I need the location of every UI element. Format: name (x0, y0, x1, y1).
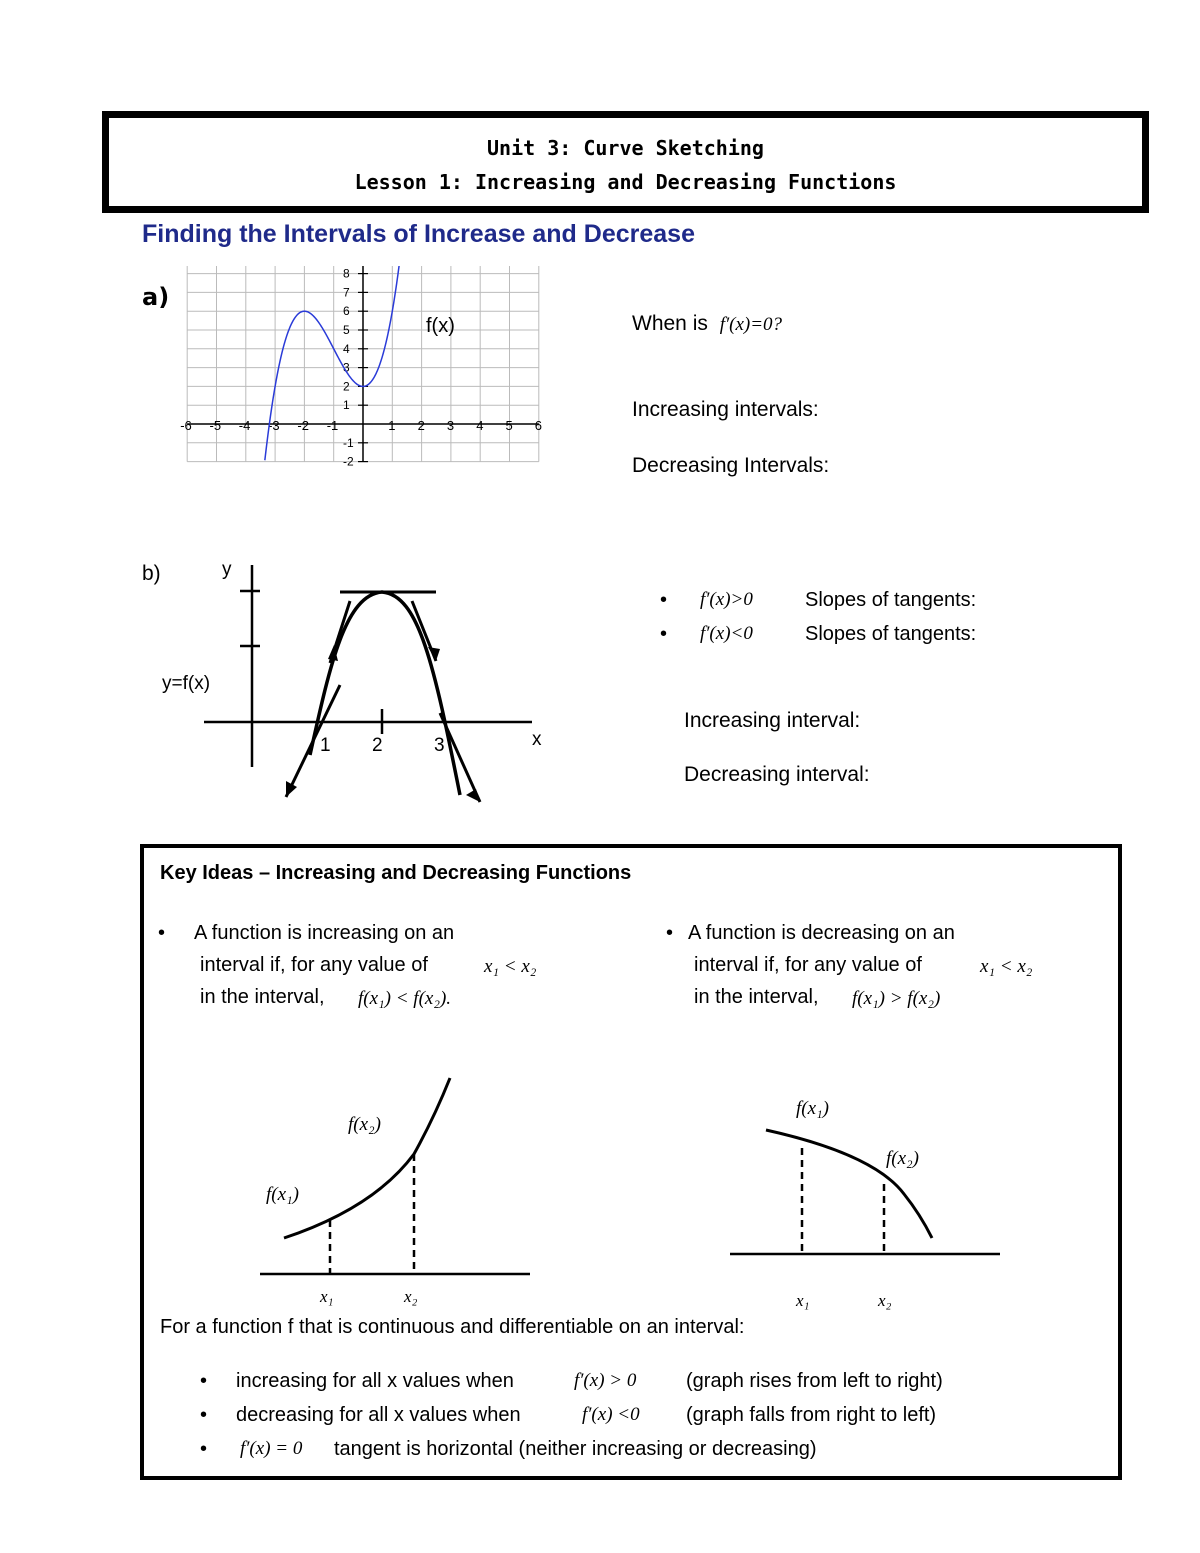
rule-3-note: tangent is horizontal (neither increasing or decreasing) (334, 1438, 817, 1460)
part-a-graph (180, 266, 550, 506)
bullet-1-text: Slopes of tangents: (805, 589, 977, 611)
y-tick-label: 2 (343, 379, 350, 394)
dec-line3-math: f(x₁) > f(x₂) (852, 988, 941, 1009)
rule-2-text: decreasing for all x values when (236, 1404, 521, 1426)
rule-1-text: increasing for all x values when (236, 1370, 514, 1392)
question-text: When is (632, 312, 708, 335)
rule-1-math: f′(x) > 0 (574, 1370, 637, 1391)
part-b-bullet-1: • f′(x)>0 Slopes of tangents: (660, 589, 977, 611)
dec-graph-x2: x₂ (878, 1291, 892, 1310)
x-tick-label: 2 (417, 418, 425, 433)
part-b-arrow-right (466, 789, 480, 802)
y-tick-label: 1 (343, 398, 350, 413)
key-ideas-box: Key Ideas – Increasing and Decreasing Functions • A function is increasing on an interval if, for any value of x₁ < x₂ in the interval, f(x₁) < f(x₂). • A function is decreasing on an interval if, for any value of x₁ < x₂ in the interval, f(x₁) > f(x₂) f(x₁) f(x₂) x₁ x₂ f(x₁) f(x₂) x₁ x₂ For a function f that is continuous and differentiable on an interval: • increasing for all x values when f′(x) > 0 (graph rises from left to right) • decreasing for all x values when f′(x) <0 (graph falls from right to left) • f′(x) = 0 tangent is horizontal (neither increasing or decreasing) (140, 844, 1122, 1480)
dec-graph-fx1: f(x₁) (796, 1098, 829, 1119)
part-b-graph (160, 555, 560, 815)
inc-graph-curve (284, 1078, 450, 1238)
bullet-1-math: f′(x)>0 (700, 589, 753, 610)
question-math: f′(x)=0? (719, 314, 783, 335)
x-tick-label: -2 (297, 418, 309, 433)
y-tick-label: -1 (343, 435, 354, 450)
decreasing-graph (724, 1084, 1024, 1314)
part-b-tick-1: 1 (320, 735, 331, 756)
inc-line2-math: x₁ < x₂ (484, 956, 537, 977)
y-tick-label: 7 (343, 285, 350, 300)
part-b-label: b) (142, 562, 161, 585)
x-tick-label: 5 (505, 418, 513, 433)
part-b-tangent-left (286, 685, 340, 797)
part-a-curve-label: f(x) (426, 315, 455, 337)
x-tick-label: 4 (476, 418, 484, 433)
part-b-curve-label: y=f(x) (162, 673, 211, 694)
y-tick-label: 8 (343, 266, 350, 281)
x-tick-label: -6 (180, 418, 192, 433)
lesson-title: Lesson 1: Increasing and Decreasing Functions (354, 170, 897, 194)
inc-graph-fx2: f(x₂) (348, 1114, 381, 1135)
part-b-increasing-label: Increasing interval: (684, 709, 861, 732)
part-b-x-label: x (532, 729, 542, 750)
y-tick-label: -2 (343, 454, 354, 469)
x-tick-label: 1 (388, 418, 396, 433)
key-ideas-title: Key Ideas – Increasing and Decreasing Functions (160, 862, 632, 884)
y-tick-label: 3 (343, 360, 350, 375)
inc-line3: in the interval, (200, 986, 325, 1008)
inc-graph-x1: x₁ (320, 1287, 334, 1306)
x-tick-label: -1 (326, 418, 339, 433)
title-box (102, 111, 1149, 213)
dec-line3: in the interval, (694, 986, 819, 1008)
dec-line2-math: x₁ < x₂ (980, 956, 1033, 977)
inc-graph-x2: x₂ (404, 1287, 418, 1306)
x-tick-label: 6 (534, 418, 543, 433)
y-tick-label: 4 (343, 341, 350, 356)
part-b-bullet-2: • f′(x)<0 Slopes of tangents: (660, 623, 977, 645)
bullet-2-math: f′(x)<0 (700, 623, 753, 644)
dec-line1: A function is decreasing on an (688, 922, 955, 944)
inc-line3-math: f(x₁) < f(x₂). (358, 988, 452, 1009)
dec-graph-curve (766, 1130, 932, 1238)
increasing-graph (254, 1068, 554, 1318)
inc-line2: interval if, for any value of (200, 954, 428, 976)
inc-line1: A function is increasing on an (194, 922, 455, 944)
part-b-curve (310, 592, 460, 795)
y-tick-label: 5 (343, 323, 350, 337)
part-b-tick-2: 2 (372, 735, 383, 756)
bullet-2-text: Slopes of tangents: (805, 623, 977, 645)
part-a-increasing-label: Increasing intervals: (632, 398, 819, 421)
x-tick-label: 3 (446, 418, 455, 433)
rule-2-math: f′(x) <0 (582, 1404, 640, 1425)
x-tick-label: -3 (268, 418, 280, 433)
y-tick-label: 6 (343, 304, 350, 319)
x-tick-label: -4 (238, 418, 251, 433)
part-a-question (632, 312, 782, 336)
rule-2-note: (graph falls from right to left) (686, 1404, 937, 1426)
part-a-label: a) (142, 283, 170, 311)
dec-graph-fx2: f(x₂) (886, 1148, 919, 1169)
x-tick-label: -5 (209, 418, 222, 433)
part-a-decreasing-label: Decreasing Intervals: (632, 454, 830, 477)
rule-1-note: (graph rises from left to right) (686, 1370, 943, 1392)
part-b-tick-3: 3 (434, 735, 445, 756)
dec-line2: interval if, for any value of (694, 954, 922, 976)
unit-title: Unit 3: Curve Sketching (487, 136, 764, 160)
part-b-decreasing-label: Decreasing interval: (684, 763, 870, 786)
inc-graph-fx1: f(x₁) (266, 1184, 299, 1205)
dec-graph-x1: x₁ (796, 1291, 810, 1310)
rule-3-math: f′(x) = 0 (240, 1438, 303, 1459)
section-heading: Finding the Intervals of Increase and Decrease (142, 220, 695, 248)
summary-intro: For a function f that is continuous and differentiable on an interval: (160, 1316, 745, 1338)
part-b-y-label: y (222, 559, 232, 580)
